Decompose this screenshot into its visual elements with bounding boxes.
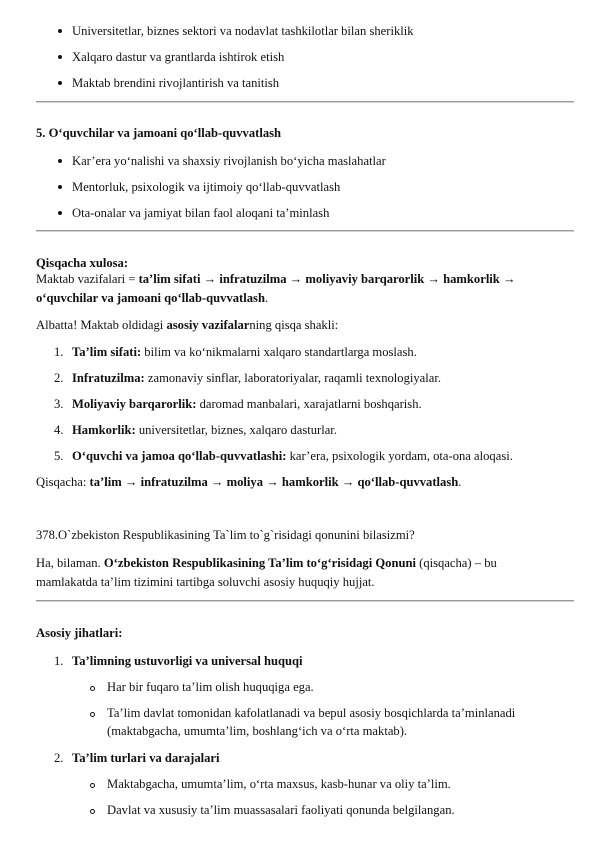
list-number: 5. (54, 449, 64, 463)
sub-list-item: Davlat va xususiy ta’lim muassasalari faoliyati qonunda belgilangan. (107, 803, 455, 817)
list-item-title: Ta’lim turlari va darajalari (72, 751, 220, 765)
list-item: O‘quvchi va jamoa qo‘llab-quvvatlashi: kar’era, psixologik yordam, ota-ona aloqasi. (72, 449, 513, 463)
list-item: Ota-onalar va jamiyat bilan faol aloqani ta’minlash (72, 206, 330, 220)
bullet-icon (58, 159, 62, 163)
bullet-icon (58, 55, 62, 59)
list-item: Moliyaviy barqarorlik: daromad manbalari, xarajatlarni boshqarish. (72, 397, 422, 411)
circle-bullet-icon (90, 712, 95, 717)
list-item-title: Ta’limning ustuvorligi va universal huquqi (72, 654, 303, 668)
circle-bullet-icon (90, 686, 95, 691)
list-item: Ta’lim sifati: bilim va ko‘nikmalarni xalqaro standartlarga moslash. (72, 345, 417, 359)
sub-list-item: Maktabgacha, umumta’lim, o‘rta maxsus, kasb-hunar va oliy ta’lim. (107, 777, 451, 791)
list-number: 1. (54, 654, 64, 668)
intro-text: Albatta! Maktab oldidagi asosiy vazifalarning qisqa shakli: (36, 318, 339, 332)
bullet-icon (58, 211, 62, 215)
bullet-icon (58, 29, 62, 33)
section-heading: 5. O‘quvchilar va jamoani qo‘llab-quvvatlash (36, 126, 282, 140)
bullet-icon (58, 185, 62, 189)
outro-text: Qisqacha: ta’lim → infratuzilma → moliya → hamkorlik → qo‘llab-quvvatlash. (36, 475, 462, 489)
divider (36, 230, 574, 232)
circle-bullet-icon (90, 783, 95, 788)
bullet-icon (58, 81, 62, 85)
list-item: Mentorluk, psixologik va ijtimoiy qo‘llab-quvvatlash (72, 180, 341, 194)
sub-list-item: Har bir fuqaro ta’lim olish huquqiga ega. (107, 680, 314, 694)
list-number: 1. (54, 345, 64, 359)
summary-line: o‘quvchilar va jamoani qo‘llab-quvvatlash. (36, 291, 269, 305)
list-item: Kar’era yo‘nalishi va shaxsiy rivojlanish bo‘yicha maslahatlar (72, 154, 386, 168)
aspects-heading: Asosiy jihatlari: (36, 626, 123, 640)
list-number: 2. (54, 371, 64, 385)
question-text: 378.O`zbekiston Respublikasining Ta`lim to`g`risidagi qonunini bilasizmi? (36, 528, 415, 542)
list-number: 2. (54, 751, 64, 765)
divider (36, 101, 574, 103)
list-item: Universitetlar, biznes sektori va nodavlat tashkilotlar bilan sheriklik (72, 24, 414, 38)
list-item: Maktab brendini rivojlantirish va tanitish (72, 76, 280, 90)
answer-text: Ha, bilaman. O‘zbekiston Respublikasining Ta’lim to‘g‘risidagi Qonuni (qisqacha) – bu (36, 556, 497, 570)
answer-text: mamlakatda ta’lim tizimini tartibga soluvchi asosiy huquqiy hujjat. (36, 575, 375, 589)
list-number: 4. (54, 423, 64, 437)
list-item: Hamkorlik: universitetlar, biznes, xalqaro dasturlar. (72, 423, 337, 437)
circle-bullet-icon (90, 809, 95, 814)
summary-line: Maktab vazifalari = ta’lim sifati → infratuzilma → moliyaviy barqarorlik → hamkorlik → (36, 272, 516, 286)
list-item: Xalqaro dastur va grantlarda ishtirok etish (72, 50, 285, 64)
list-item: Infratuzilma: zamonaviy sinflar, laboratoriyalar, raqamli texnologiyalar. (72, 371, 442, 385)
sub-list-item: (maktabgacha, umumta’lim, boshlang‘ich va o‘rta maktab). (107, 724, 408, 738)
sub-list-item: Ta’lim davlat tomonidan kafolatlanadi va bepul asosiy bosqichlarda ta’minlanadi (107, 706, 516, 720)
summary-heading: Qisqacha xulosa: (36, 256, 129, 270)
list-number: 3. (54, 397, 64, 411)
divider (36, 600, 574, 602)
